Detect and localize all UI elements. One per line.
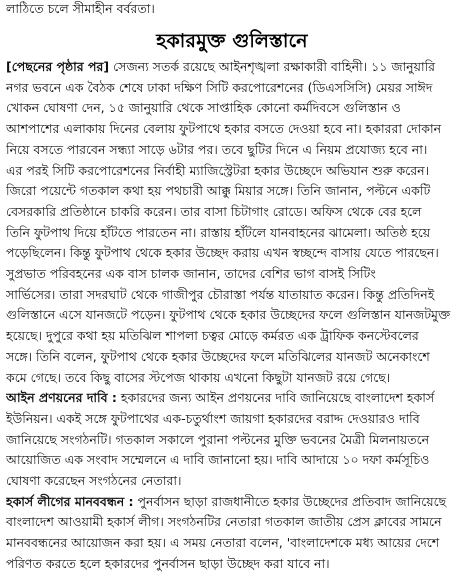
paragraph-line: সার্ভিসের। তারা সদরঘাট থেকে গাজীপুর চৌরাস্তা পর্যন্ত যাতায়াত করেন। কিন্তু প্রতিদিনই — [6, 286, 435, 302]
previous-article-fragment: লাঠিতে চলে সীমাহীন বর্বরতা। — [6, 1, 155, 16]
paragraph-line: বাংলাদেশ আওয়ামী হকার্স লীগ। সংগঠনটির নেতারা গতকাল জাতীয় প্রেস ক্লাবের সামনে — [6, 514, 442, 530]
paragraph-line: ইউনিয়ন। একই সঙ্গে ফুটপাথের এক-চতুর্থাংশ জায়গা হকারদের বরাদ্দ দেওয়ারও দাবি — [6, 410, 420, 426]
paragraph-line: গুলিস্তানে এসে যানজটে পড়েন। ফুটপাথ থেকে হকার উচ্ছেদের ফলে গুলিস্তান যানজটমুক্ত — [6, 307, 451, 323]
headline: হকারমুক্ত গুলিস্তানে — [156, 30, 308, 52]
paragraph-line: আইন প্রণয়নের দাবি : হকারদের জন্য আইন প্রণয়নের দাবি জানিয়েছে বাংলাদেশ হকার্স — [6, 390, 435, 406]
paragraph-line: সুপ্রভাত পরিবহনের এক বাস চালক জানান, তাদের বেশির ভাগ বাসই সিটিং — [6, 266, 376, 282]
paragraph-line: এর পরই সিটি করপোরেশনের নির্বাহী ম্যাজিস্ট্রেটরা হকার উচ্ছেদে অভিযান শুরু করেন। — [6, 162, 430, 178]
paragraph-line: আশপাশের এলাকায় দিনের বেলায় ফুটপাথে হকার বসতে দেওয়া হবে না। হকাররা দোকান — [6, 121, 442, 137]
paragraph-line: তিনি ফুটপাথ দিয়ে হাঁটতে পারতেন না। রাস্তায় হাঁটলে যানবাহনের ঝামেলা। অতিষ্ঠ হয়ে — [6, 224, 431, 240]
paragraph-line: খোকন ঘোষণা দেন, ১৫ জানুয়ারি থেকে সাপ্তাহিক কোনো কর্মদিবসে গুলিস্তান ও — [6, 100, 401, 116]
paragraph-line: হয়েছে। দুপুরে কথা হয় মতিঝিল শাপলা চত্বর মোড়ে কর্মরত এক ট্রাফিক কনস্টেবলের — [6, 328, 419, 344]
paragraph-line: আয়োজিত এক সংবাদ সম্মেলনে এ দাবি জানানো হয়। দাবি আদায়ে ১০ দফা কর্মসূচিও — [6, 452, 430, 468]
paragraph-line: পরিণত করতে হলে হকারদের পুনর্বাসন ছাড়া উচ্ছেদ করা যাবে না। — [6, 555, 330, 571]
continued-from-label: [পেছনের পৃষ্ঠার পর] — [6, 59, 110, 74]
law-demand-subhead: আইন প্রণয়নের দাবি : — [6, 390, 117, 406]
paragraph-line: জানিয়েছে সংগঠনটি। গতকাল সকালে পুরানা পল্টনের মুক্তি ভবনের মৈত্রী মিলনায়তনে — [6, 431, 430, 447]
hawkers-league-subhead: হকার্স লীগের মানববন্ধন : — [6, 493, 134, 509]
paragraph-line: মানববন্ধনের আয়োজন করা হয়। এ সময় নেতারা বলেন, 'বাংলাদেশকে মধ্য আয়ের দেশে — [6, 535, 440, 551]
paragraph-line: পড়েছিলেন। কিন্তু ফুটপাথ থেকে হকার উচ্ছেদ করায় এখন স্বচ্ছন্দে বাসায় যেতে পারছেন। — [6, 245, 439, 261]
paragraph-line: কমে গেছে। তবে কিছু বাসের স্টপেজ থাকায় এখনো কিছুটা যানজট রয়ে গেছে। — [6, 369, 391, 385]
paragraph-line: জিরো পয়েন্টে গতকাল কথা হয় পথচারী আক্কু মিয়ার সঙ্গে। তিনি জানান, পল্টনে একটি — [6, 183, 431, 199]
paragraph-line: ঘোষণা করেছেন সংগঠনের নেতারা। — [6, 473, 182, 489]
paragraph-line: নিয়ে বসতে পারবেন সন্ধ্যা সাড়ে ৬টার পর। তবে ছুটির দিনে এ নিয়ম প্রযোজ্য হবে না। — [6, 141, 428, 157]
paragraph-line: [পেছনের পৃষ্ঠার পর] সেজন্য সতর্ক রয়েছে আইনশৃঙ্খলা রক্ষাকারী বাহিনী। ১১ জানুয়ারি — [6, 59, 436, 74]
paragraph-line: সঙ্গে। তিনি বলেন, ফুটপাথ থেকে হকার উচ্ছেদের ফলে মতিঝিলের যানজট অনেকাংশে — [6, 348, 430, 364]
body-paragraph-1 — [6, 57, 458, 388]
paragraph-line: নগর ভবনে এক বৈঠক শেষে ঢাকা দক্ষিণ সিটি করপোরেশনের (ডিএসসিসি) মেয়র সাঈদ — [6, 79, 433, 95]
paragraph-line: হকার্স লীগের মানববন্ধন : পুনর্বাসন ছাড়া রাজধানীতে হকার উচ্ছেদের প্রতিবাদ জানিয়েছে — [6, 493, 447, 509]
body-paragraph-3 — [6, 492, 458, 575]
body-paragraph-2 — [6, 388, 458, 492]
paragraph-line: বেসরকারি প্রতিষ্ঠানে চাকরি করেন। তার বাসা চিটাগাং রোডে। অফিস থেকে বের হলে — [6, 203, 422, 219]
